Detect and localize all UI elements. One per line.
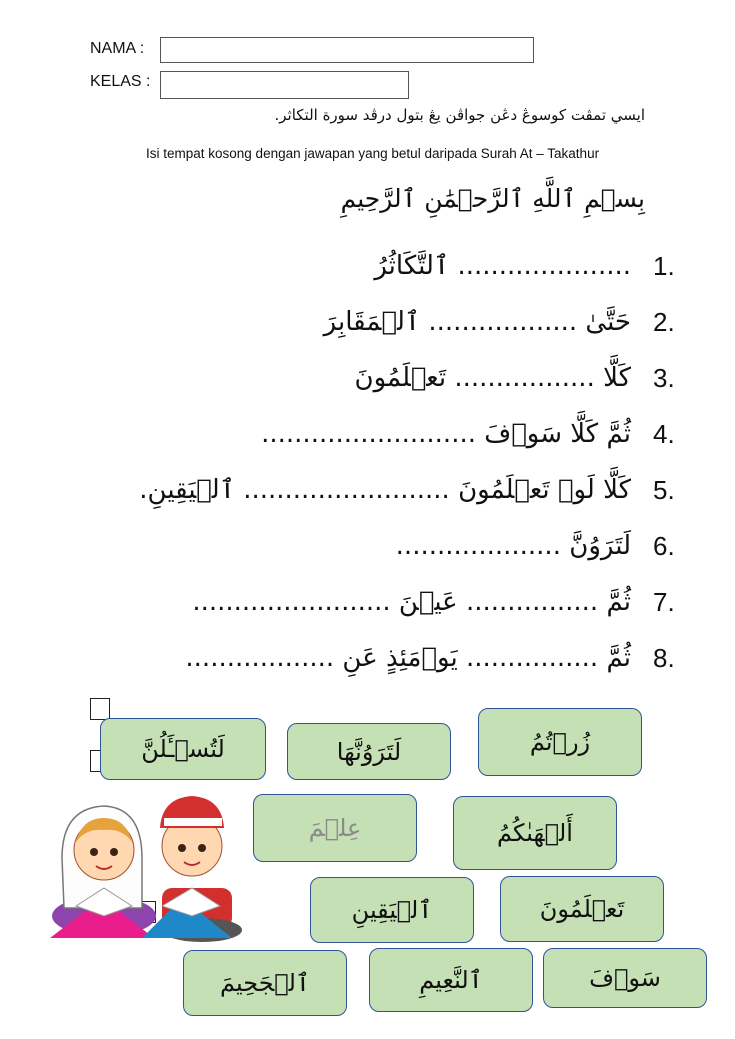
instruction-jawi: ايسي تمڤت كوسوڠ دڠن جواڤن يڠ بتول درڤد سورة التكاثر.: [274, 106, 645, 124]
answer-checkbox[interactable]: [90, 698, 110, 720]
question-number: 4.: [653, 418, 675, 449]
answer-tile[interactable]: تَعۡلَمُونَ: [500, 876, 664, 942]
question-text[interactable]: ..................... ٱلتَّكَاثُرُ: [374, 251, 631, 281]
basmalah: بِسۡمِ ٱللَّهِ ٱلرَّحۡمَٰنِ ٱلرَّحِيمِ: [340, 184, 645, 213]
nama-label: NAMA :: [90, 40, 145, 57]
question-8: [185, 636, 687, 680]
question-1: [374, 244, 687, 288]
question-7: [192, 580, 687, 624]
kelas-label: KELAS :: [90, 73, 151, 90]
question-5: [139, 468, 687, 512]
question-number: 2.: [653, 306, 675, 337]
children-reading-illustration: [42, 788, 242, 948]
instruction-latin: Isi tempat kosong dengan jawapan yang betul daripada Surah At – Takathur: [146, 146, 600, 161]
question-2: [324, 300, 687, 344]
answer-tile[interactable]: لَتُسۡـَٔلُنَّ: [100, 718, 266, 780]
question-text[interactable]: حَتَّىٰ .................. ٱلۡمَقَابِرَ: [323, 307, 631, 337]
nama-field[interactable]: [160, 37, 534, 63]
question-3: [355, 356, 687, 400]
answer-tile[interactable]: ٱلۡجَحِيمَ: [183, 950, 347, 1016]
answer-tile[interactable]: ٱلنَّعِيمِ: [369, 948, 533, 1012]
question-number: 3.: [653, 362, 675, 393]
girl-illustration: [50, 806, 156, 938]
question-text[interactable]: ثُمَّ كَلَّا سَوۡفَ ..........................: [261, 419, 631, 449]
answer-tile[interactable]: زُرۡتُمُ: [478, 708, 642, 776]
answer-tile[interactable]: أَلۡهَىٰكُمُ: [453, 796, 617, 870]
boy-illustration: [142, 796, 242, 942]
question-text[interactable]: ثُمَّ ................ يَوۡمَئِذٍ عَنِ ..................: [185, 643, 631, 673]
question-4: [261, 412, 687, 456]
answer-tile[interactable]: سَوۡفَ: [543, 948, 707, 1008]
answer-tile[interactable]: عِلۡمَ: [253, 794, 417, 862]
question-text[interactable]: كَلَّا لَوۡ تَعۡلَمُونَ ......................... ٱلۡيَقِينِ.: [139, 475, 631, 505]
question-number: 1.: [653, 250, 675, 281]
answer-tile[interactable]: ٱلۡيَقِينِ: [310, 877, 474, 943]
question-number: 7.: [653, 586, 675, 617]
question-text[interactable]: لَتَرَوُنَّ ....................: [395, 531, 631, 561]
question-number: 5.: [653, 474, 675, 505]
kelas-field[interactable]: [160, 71, 409, 99]
question-text[interactable]: ثُمَّ ................ عَيۡنَ ........................: [192, 587, 631, 617]
question-6: [396, 524, 687, 568]
question-number: 6.: [653, 530, 675, 561]
answer-tile[interactable]: لَتَرَوُنَّهَا: [287, 723, 451, 780]
question-number: 8.: [653, 642, 675, 673]
question-text[interactable]: كَلَّا ................. تَعۡلَمُونَ: [354, 363, 631, 393]
